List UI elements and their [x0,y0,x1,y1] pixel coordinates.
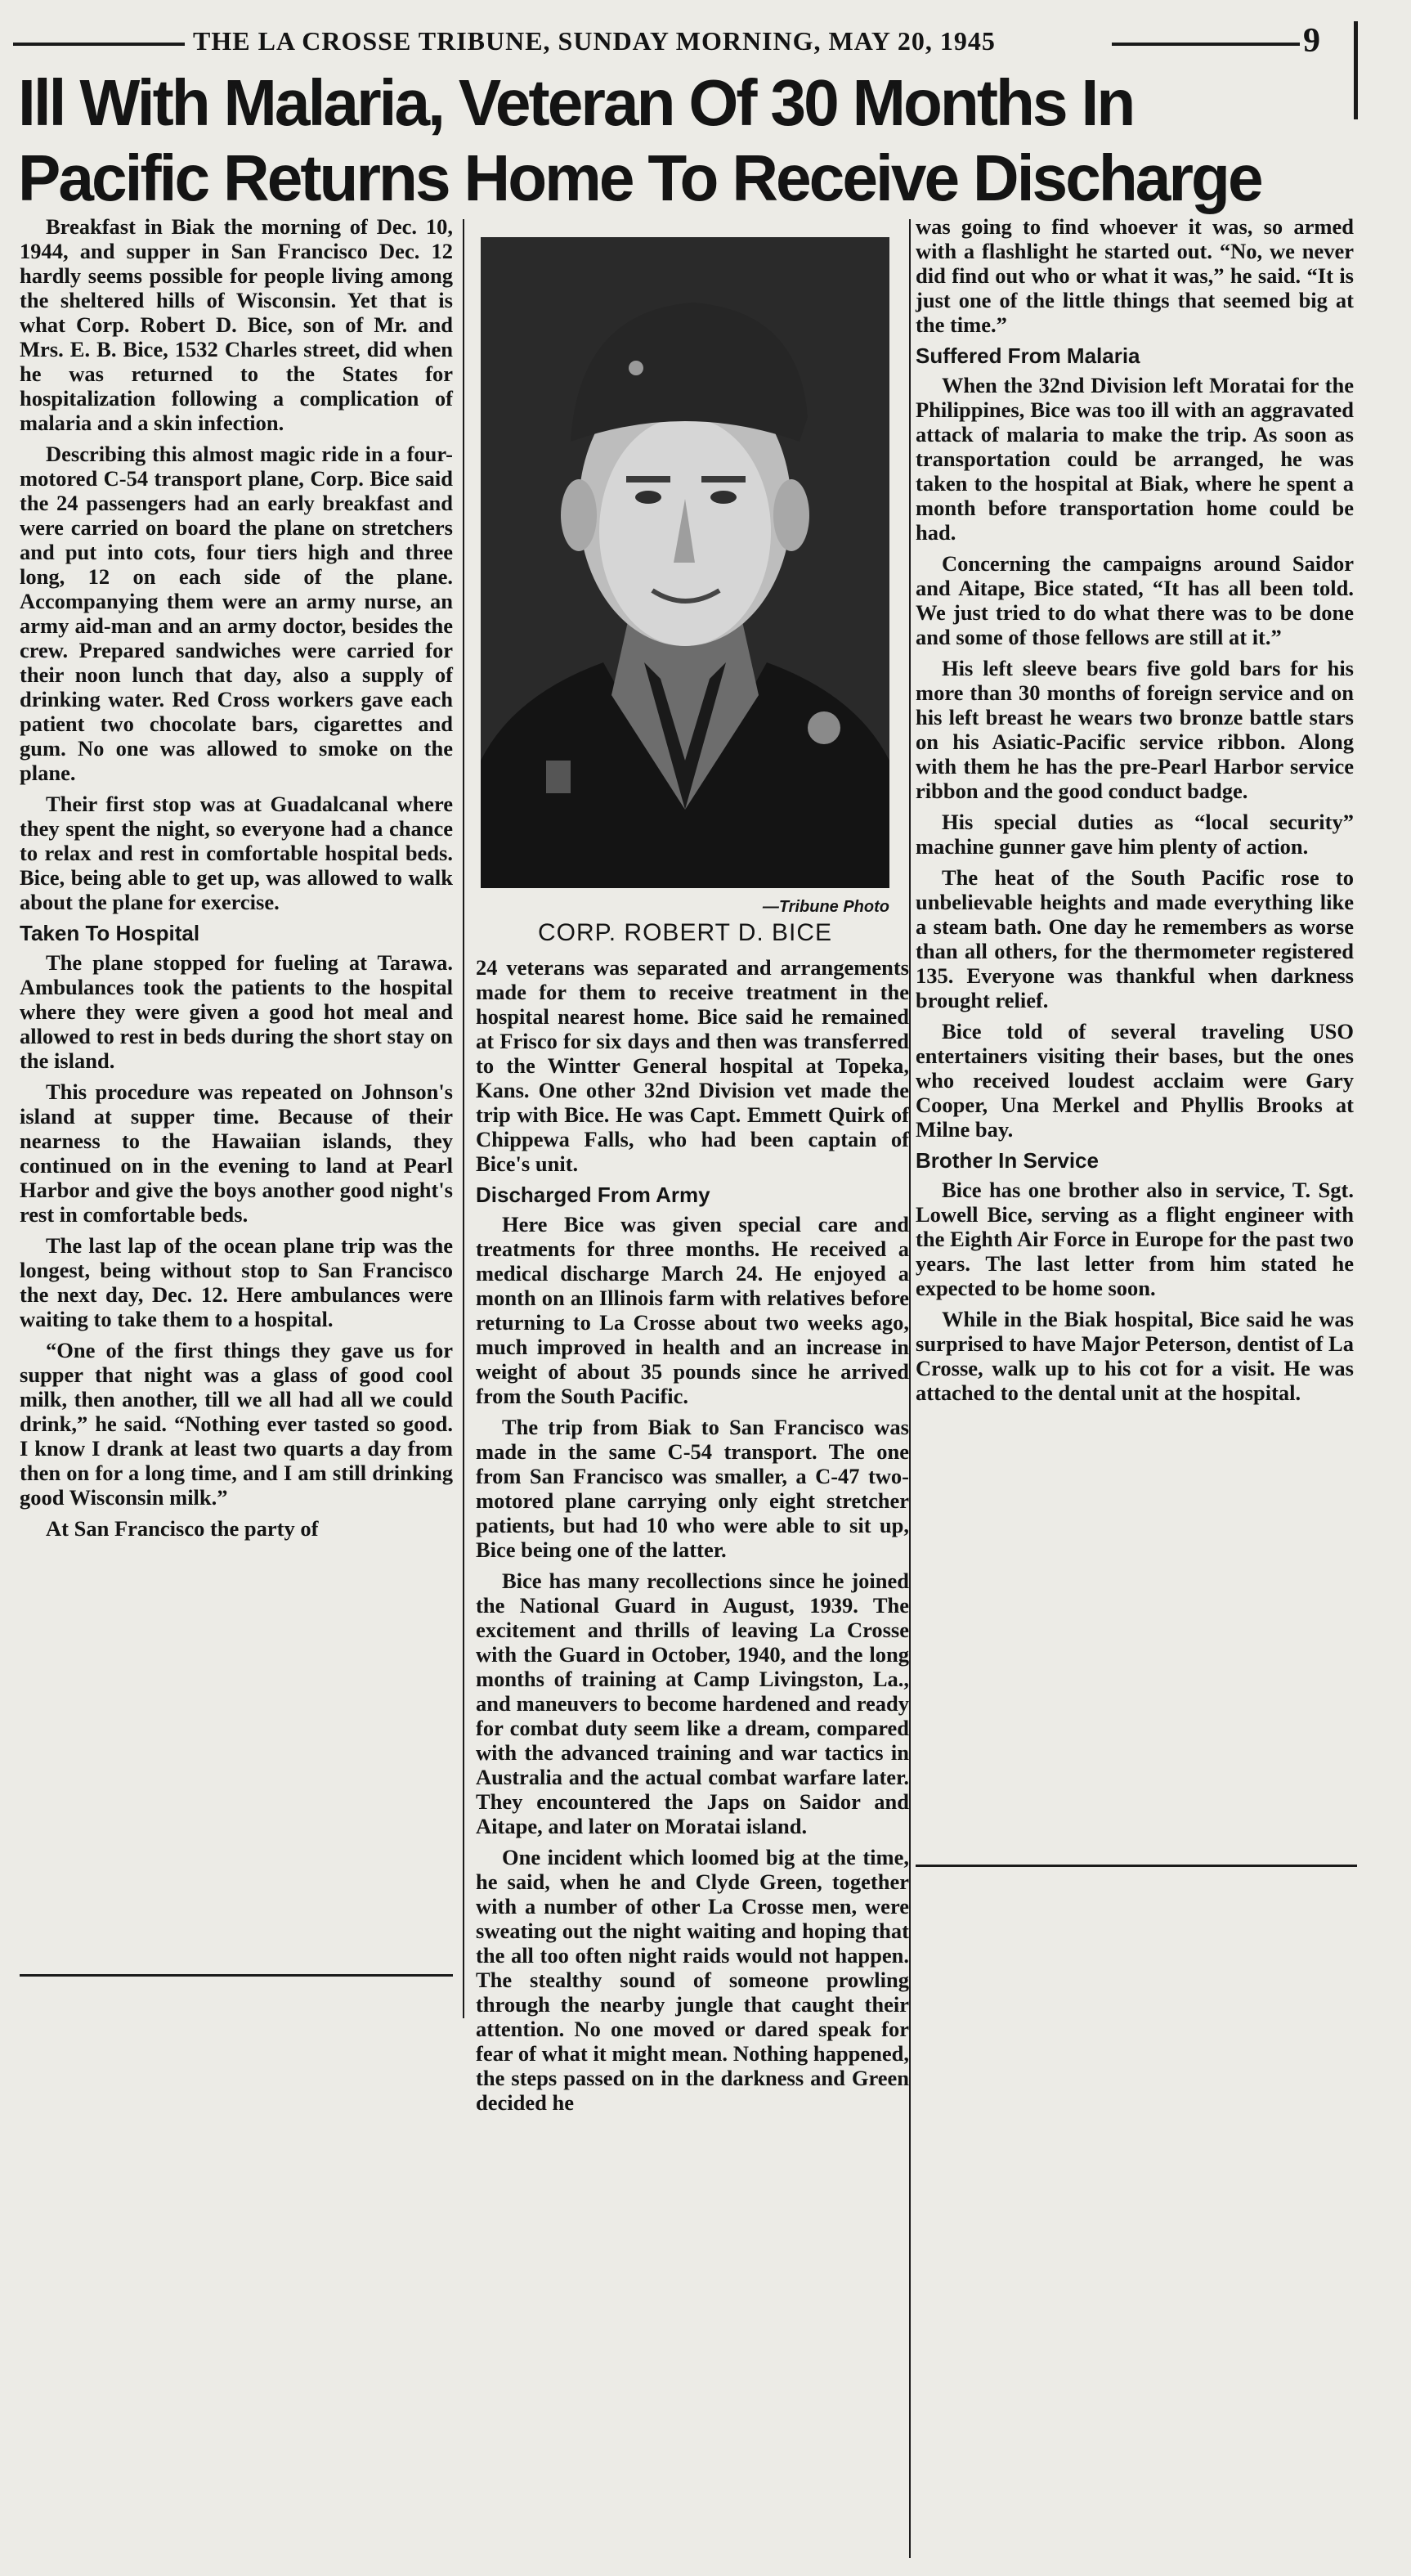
masthead-line: THE LA CROSSE TRIBUNE, SUNDAY MORNING, MAY 20, 1945 [193,26,996,56]
article-column-2 [476,955,909,2560]
paragraph: One incident which loomed big at the time, he said, when he and Clyde Green, together with a number of other La Crosse men, were sweating out the night waiting and hoping that the all too often night raids would not happen. The stealthy sound of someone prowling through the nearby jungle that caught their attention. No one moved or dared speak for fear of what it might mean. Nothing happened, the steps passed on in the darkness and Green decided he [476,1845,909,2115]
headline [18,65,1324,216]
paragraph: The last lap of the ocean plane trip was the longest, being without stop to San Francisco the next day, Dec. 12. Here ambulances were waiting to take them to a hospital. [20,1233,453,1331]
headline-line-2: Pacific Returns Home To Receive Discharge [18,141,1261,214]
masthead-rule-right [1112,43,1300,46]
portrait-photo [481,237,889,888]
paragraph: Describing this almost magic ride in a four-motored C-54 transport plane, Corp. Bice said the 24 passengers had an early breakfast and were carried on board the plane on stretchers and put into cots, four tiers high and three long, 12 on each side of the plane. Accompanying them were an army nurse, an army aid-man and an army doctor, besides the crew. Prepared sandwiches were carried for their noon lunch that day, also a supply of drinking water. Red Cross workers gave each patient two chocolate bars, cigarettes and gum. No one was allowed to smoke on the plane. [20,442,453,785]
photo-caption: CORP. ROBERT D. BICE [537,919,833,946]
paragraph: This procedure was repeated on Johnson's island at supper time. Because of their nearness to the Hawaiian islands, they continued on in the evening to land at Pearl Harbor and give the boys another good night's rest in comfortable beds. [20,1079,453,1227]
paragraph: Bice has many recollections since he joined the National Guard in August, 1939. The excitement and thrills of leaving La Crosse with the Guard in October, 1940, and the long months of training at Camp Livingston, La., and maneuvers to become hardened and ready for combat duty seem like a dream, compared with the advanced training and war tactics in Australia and the actual combat warfare later. They encountered the Japs on Saidor and Aitape, and later on Moratai island. [476,1568,909,1838]
paragraph: The plane stopped for fueling at Tarawa. Ambulances took the patients to the hospital where they were given a good hot meal and allowed to rest in beds during the short stay on the island. [20,950,453,1073]
page-number: 9 [1303,22,1320,60]
paragraph: His left sleeve bears five gold bars for his more than 30 months of foreign service and on his left breast he wears two bronze battle stars on his Asiatic-Pacific service ribbon. Along with them he has the pre-Pearl Harbor service ribbon and the good conduct badge. [916,656,1354,803]
subhead-suffered-from-malaria: Suffered From Malaria [916,343,1140,368]
article-column-3 [916,214,1354,1850]
paragraph: At San Francisco the party of [46,1516,319,1541]
photo-credit: —Tribune Photo [762,898,889,916]
paragraph: Their first stop was at Guadalcanal where they spent the night, so everyone had a chance to relax and rest in comfortable hospital beds. Bice, being able to get up, was allowed to walk about the plane for exercise. [20,792,453,914]
paragraph: His special duties as “local security” machine gunner gave him plenty of action. [916,810,1354,859]
page-edge-bar [1354,21,1358,119]
paragraph: When the 32nd Division left Moratai for the Philippines, Bice was too ill with an aggravated attack of malaria to make the trip. As soon as transportation could be arranged, he was taken to the hospital at Biak, where he spent a month before transportation home could be had. [916,373,1354,545]
paragraph: Concerning the campaigns around Saidor and Aitape, Bice stated, “It has all been told. We just tried to do what there was to be done and some of those fellows are still at it.” [916,551,1354,649]
paragraph: Breakfast in Biak the morning of Dec. 10, 1944, and supper in San Francisco Dec. 12 hardly seems possible for people living among the sheltered hills of Wisconsin. Yet that is what Corp. Robert D. Bice, son of Mr. and Mrs. E. B. Bice, 1532 Charles street, did when he was returned to the States for hospitalization following a complication of malaria and a skin infection. [20,214,453,435]
paragraph: Bice has one brother also in service, T. Sgt. Lowell Bice, serving as a flight engineer with the Eighth Air Force in Europe for the past two years. The last letter from him stated he expected to be home soon. [916,1178,1354,1300]
paragraph: The trip from Biak to San Francisco was made in the same C-54 transport. The one from San Francisco was smaller, a C-47 two-motored plane carrying only eight stretcher patients, but had 10 who were able to sit up, Bice being one of the latter. [476,1415,909,1562]
headline-line-1: Ill With Malaria, Veteran Of 30 Months In [18,66,1134,139]
paragraph: While in the Biak hospital, Bice said he was surprised to have Major Peterson, dentist of La Crosse, walk up to his cot for a visit. He was attached to the dental unit at the hospital. [916,1307,1354,1405]
paragraph: The heat of the South Pacific rose to unbelievable heights and made everything like a steam bath. One day he remembers as worse than all others, for the thermometer registered 135. Everyone was thankful when darkness brought relief. [916,865,1354,1012]
subhead-taken-to-hospital: Taken To Hospital [20,921,200,945]
subhead-discharged-from-army: Discharged From Army [476,1183,710,1207]
paragraph: was going to find whoever it was, so armed with a flashlight he started out. “No, we never did find out who or what it was,” he said. “It is just one of the little things that seemed big at the time.” [916,214,1354,337]
paragraph: “One of the first things they gave us for supper that night was a glass of good cool milk, then another, till we all had all we could drink,” he said. “Nothing ever tasted so good. I know I drank at least two quarts a day from then on for a long time, and I am still drinking good Wisconsin milk.” [20,1338,453,1510]
article-column-1 [20,214,453,1966]
column3-end-rule [916,1865,1357,1867]
paragraph: 24 veterans was separated and arrangements made for them to receive treatment in the hospital nearest home. Bice said he remained at Frisco for six days and then was transferred to the Wintter General hospital at Topeka, Kans. One other 32nd Division vet made the trip with Bice. He was Capt. Emmett Quirk of Chippewa Falls, who had been captain of Bice's unit. [476,955,909,1176]
paragraph: Here Bice was given special care and treatments for three months. He received a medical discharge March 24. He enjoyed a month on an Illinois farm with relatives before returning to La Crosse about two weeks ago, much improved in health and an increase in weight of about 35 pounds since he arrived from the South Pacific. [476,1212,909,1408]
masthead [8,22,1365,62]
column-divider-2 [909,219,911,2558]
paragraph: Bice told of several traveling USO entertainers visiting their bases, but the ones who received loudest acclaim were Gary Cooper, Una Merkel and Phyllis Brooks at Milne bay. [916,1019,1354,1142]
subhead-brother-in-service: Brother In Service [916,1148,1099,1173]
column1-end-rule [20,1974,453,1977]
column-divider-1 [463,219,464,2018]
masthead-rule-left [13,43,185,46]
